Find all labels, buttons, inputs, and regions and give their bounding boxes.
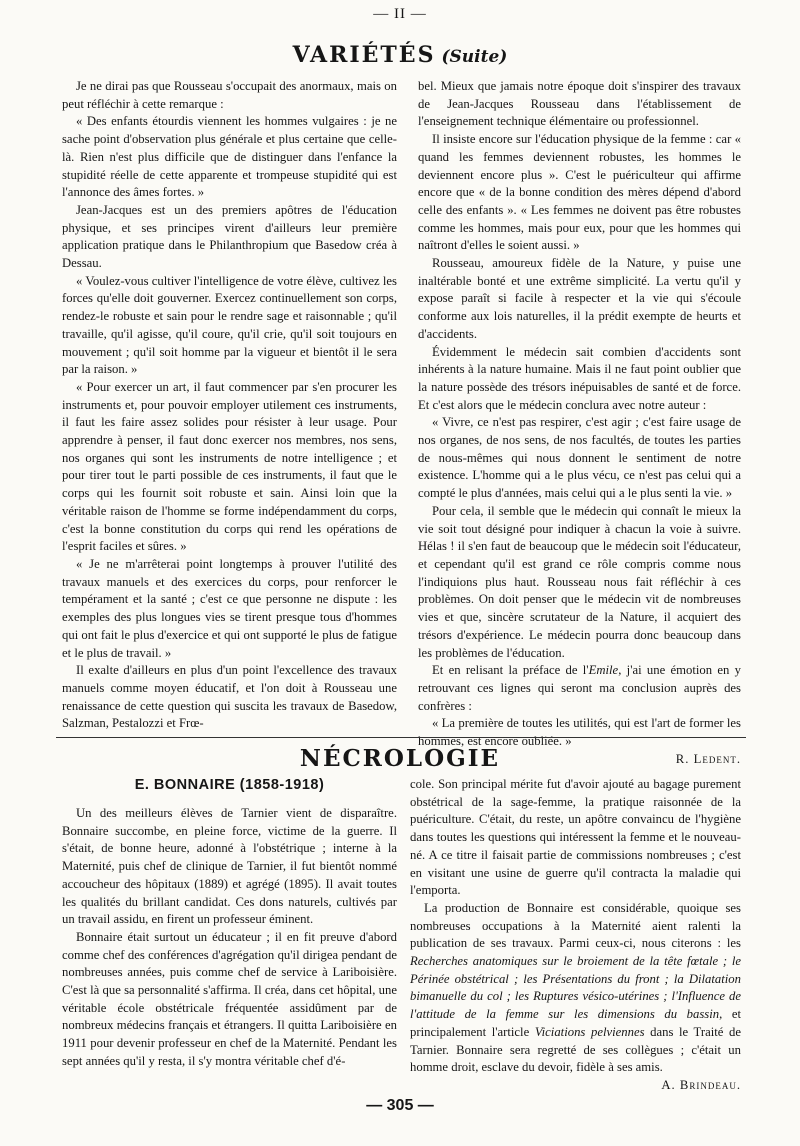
page-number-top: — II — [373,6,427,22]
paragraph: Il insiste encore sur l'éducation physique de la femme : car « quand les femmes deviennent robustes, les hommes le deviennent encore plus ». C'est le puériculteur qui affirme encore que « de la bonne condition des mères dépend d'abord celle des enfants ». « Les femmes ne doivent pas être robustes comme les hommes, mais pour eux, pour que les hommes qui naîtront d'elles le soient aussi. » [418,132,741,253]
paragraph: « Voulez-vous cultiver l'intelligence de votre élève, cultivez les forces qu'elle doit gouverner. Exercez continuellement son corps, rendez-le robuste et sain pour le rendre sage et raisonnable ; qu'il travaille, qu'il agisse, qu'il coure, qu'il crie, qu'il soit toujours en mouvement ; qu'il soit homme par la vigueur et bientôt il le sera par la raison. » [62,273,397,377]
paragraph: Je ne dirai pas que Rousseau s'occupait des anormaux, mais on peut réfléchir à cette remarque : [62,79,397,111]
necrologie-left-column [62,805,397,1071]
paragraph: Il exalte d'ailleurs en plus d'un point l'excellence des travaux manuels comme moyen éducatif, et l'on doit à Rousseau une renaissance de cette question qui suscita les travaux de Basedow, Salzman, Pestalozzi et Frœ- [62,663,397,731]
paragraph: « Je ne m'arrêterai point longtemps à prouver l'utilité des travaux manuels et des exercices du corps, pour renforcer le tempérament et la santé ; c'est ce que personne ne dispute : les exemples des plus longues vies se tirent presque tous d'hommes qui ont fait le plus d'exercice et qui ont supporté le plus de fatigue et le plus de travail. » [62,556,397,660]
paragraph [418,662,741,715]
necrologie-title: NÉCROLOGIE [299,745,501,772]
varietes-title: VARIÉTÉS [292,42,436,68]
paragraph: « Vivre, ce n'est pas respirer, c'est agir ; c'est faire usage de nos organes, de nos sens, de nos facultés, de toutes les parties de nous-mêmes qui nous donnent le sentiment de notre existence. L'homme qui a le plus vécu, ce n'est pas celui qui a compté le plus d'années, mais celui qui a le plus senti la vie. » [418,415,741,501]
emile-text-post: , j'ai une émotion en y retrouvant ces lignes qui seront ma conclusion auprès des confrères : [418,663,742,713]
author-name: A. Brindeau. [661,1077,741,1092]
author-name: R. Ledent. [675,751,741,766]
paragraph: Pour cela, il semble que le médecin qui connaît le mieux la vie soit tout désigné pour indiquer à chacun la voie à suivre. Hélas ! il s'en faut de beaucoup que le médecin soit l'éducateur, et cependant qu'il est grand ce rôle compris comme nous l'indiquions plus haut. Rousseau nous fait réfléchir à ces problèmes. On doit penser que le médecin vit de nombreuses vies et que, sincère scrutateur de la Nature, il acquiert des trésors d'expérience. Le médecin pourra donc beaucoup dans les problèmes de l'éducation. [418,503,741,660]
paragraph: Jean-Jacques est un des premiers apôtres de l'éducation physique, et ses principes virent d'ailleurs leur première application pratique dans le Philanthropium que Basedow créa à Dessau. [62,202,397,271]
varietes-right-column [418,78,741,768]
article-heading: E. BONNAIRE (1858-1918) [134,777,325,793]
necrologie-signature [410,1077,741,1095]
paragraph: cole. Son principal mérite fut d'avoir ajouté au bagage purement obstétrical de la sage-femme, la pratique raisonnée de la puériculture. C'était, du reste, un apôtre convaincu de l'hygiène dans toutes les questions qui intéressent la femme et le nouveau-né. A ce titre il faisait partie de commissions nombreuses ; c'est en visitant une usine de guerre qu'il contracta la maladie qui l'emporta. [410,777,741,898]
paragraph: Rousseau, amoureux fidèle de la Nature, y puise une inaltérable bonté et une extrême simplicité. La vertu qu'il y expose paraît si facile à respecter et la vie qui s'écoule conforme aux lois naturelles, il la prédit exempte de heurts et d'accidents. [418,256,741,341]
production-text-pre: La production de Bonnaire est considérable, quoique ses nombreuses occupations à la Maternité aient ralenti la publication de ses travaux. Parmi ceux-ci, nous citerons : les [410,900,741,951]
emile-title: Emile [588,663,619,678]
paragraph [410,900,741,1077]
paragraph: Évidemment le médecin sait combien d'accidents sont inhérents à la nature humaine. Mais il ne faut point oublier que la nature possède des trésors inépuisables de santé et de force. Et c'est alors que le médecin conclura avec notre auteur : [418,344,741,412]
paragraph: « Des enfants étourdis viennent les hommes vulgaires : je ne sache point d'observation plus générale et plus certaine que celle-là. Rien n'est plus difficile que de distinguer dans l'enfance la stupidité réelle de cette apparente et trompeuse stupidité qui est l'annonce des âmes fortes. » [62,114,397,200]
works-list: Recherches anatomiques sur le broiement de la tête fœtale ; le Périnée obstétrical ; les Présentations du front ; la Dilatation bimanuelle du col ; les Ruptures vésico-utérines ; l'Influence de l'attitude de la femme sur les dimensions du bassin [410,954,741,1022]
article-title: Viciations pelviennes [534,1024,645,1039]
emile-text-pre: Et en relisant la préface de l' [432,663,589,678]
paragraph: bel. Mieux que jamais notre époque doit s'inspirer des travaux de Jean-Jacques Rousseau dans l'établissement de l'enseignement technique élémentaire ou professionnel. [418,79,741,129]
final-quote: « La première de toutes les utilités, qui est l'art de former les hommes, est encore oubliée. » [418,716,741,749]
section-divider [56,737,746,738]
varietes-title-suffix: (Suite) [441,47,508,67]
paragraph: Bonnaire était surtout un éducateur ; il en fit preuve d'abord comme chef des conférences d'agrégation qu'il dirigea pendant de nombreuses années, puis comme chef de service à Lariboisière. C'est là que sa personnalité s'affirma. Il créa, dans cet hôpital, une véritable école obstétricale fréquentée assidûment par de nombreux médecins français et étrangers. Il quitta Lariboisière en 1911 pour devenir professeur en chef de la Maternité. Pendant les sept années qu'il y resta, il s'y montra véritable chef d'é- [62,929,397,1068]
paragraph: « Pour exercer un art, il faut commencer par s'en procurer les instruments et, pour pouvoir employer utilement ces instruments, il faut les faire assez solides pour résister à leur usage. Pour apprendre à penser, il faut donc exercer nos membres, nos sens, nos organes qui sont les instruments de notre intelligence ; et pour tirer tout le parti possible de ces instruments, il faut que le corps qui les fournit soit robuste et sain. Ainsi loin que la véritable raison de l'homme se forme indépendamment du corps, c'est la bonne constitution du corps qui rend les opérations de l'esprit faciles et sûres. » [62,379,397,554]
paragraph: Un des meilleurs élèves de Tarnier vient de disparaître. Bonnaire succombe, en pleine force, victime de la guerre. Il s'était, de bonne heure, adonné à l'obstétrique ; interne à la Maternité, puis chef de clinique de Tarnier, il fut bientôt nommé accoucheur des hôpitaux (1889) et agrégé (1895). Il avait toutes les qualités du brillant candidat. Ces dons naturels, cultivés par un travail assidu, en firent un professeur éminent. [62,806,397,927]
page-number-bottom: — 305 — [366,1097,434,1114]
varietes-heading [0,42,800,68]
production-text-mid: , et principalement l'article [410,1007,741,1039]
necrologie-right-column [410,776,741,1095]
varietes-left-column [62,78,397,733]
production-text-post: dans le Traité de Tarnier. Bonnaire sera regretté de ses collègues ; c'était un homme droit, esclave du devoir, fidèle à ses amis. [410,1024,741,1075]
